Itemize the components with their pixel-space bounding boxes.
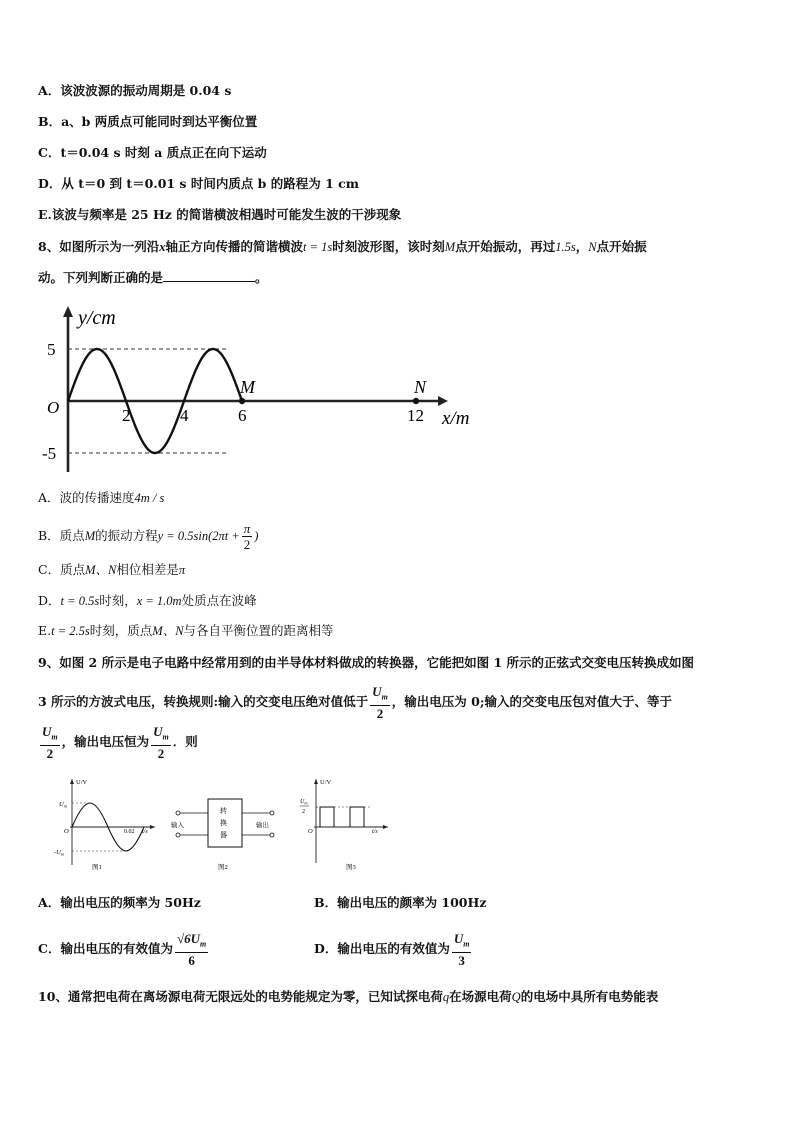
q8-option-a-value: 4m / s [134, 491, 165, 505]
q8-stem-text: 轴正方向传播的简谐横波 [165, 239, 303, 254]
converter-char: 转 [220, 807, 227, 815]
q8-option-d-position: x = 1.0m [136, 594, 182, 608]
x-tick-label: 12 [407, 406, 424, 425]
q10-stem [38, 988, 658, 1006]
y-tick-neg5: -5 [42, 444, 57, 463]
fig2-caption: 图2 [218, 864, 228, 871]
y-axis-label: y/cm [78, 307, 116, 329]
q9-option-c-fraction [175, 931, 208, 968]
x-tick-label: 2 [122, 406, 131, 425]
fraction-numerator: U [372, 684, 382, 700]
figure-1-sine-input [54, 779, 155, 871]
fraction-subscript: m [463, 939, 470, 949]
q7-option-b: B．a、b 两质点可能同时到达平衡位置 [38, 114, 258, 129]
q8-stem-text: 点开始振 [596, 239, 647, 254]
q10-stem-text: 10、通常把电荷在离场源电荷无限远处的电势能规定为零，已知试探电荷 [38, 989, 443, 1004]
y-tick-5: 5 [47, 340, 56, 359]
q9-stem-text: 3 所示的方波式电压，转换规则:输入的交变电压绝对值低于 [38, 694, 369, 709]
q7-option-a: A．该波波源的振动周期是 0.04 s [38, 83, 232, 98]
point-m [239, 398, 245, 404]
fraction-denominator: 2 [46, 745, 54, 761]
q8-option-d-text: 时刻， [99, 593, 137, 608]
q8-option-b-text: B．质点 [38, 528, 85, 543]
q9-option-a: A．输出电压的频率为 50Hz [38, 895, 201, 910]
q9-option-d-fraction [452, 931, 472, 968]
q8-stem-m: M [444, 240, 456, 254]
q8-stem-var-x: x [159, 240, 166, 254]
point-label-n: N [414, 377, 427, 397]
x-axis-label: x/m [442, 408, 470, 429]
fig1-tick: 0.02 [124, 829, 135, 835]
fraction-denominator: 2 [243, 537, 251, 552]
q8-stem-text: 点开始振动，再过 [455, 239, 556, 254]
q8-stem-text: 8、如图所示为一列沿 [38, 239, 160, 254]
fraction-denominator: 2 [376, 705, 384, 721]
q8-option-e-mn: M、N [152, 624, 184, 638]
q8-option-e-text: E. [38, 623, 52, 638]
fig1-caption: 图1 [92, 864, 102, 871]
fig3-caption: 图3 [346, 864, 356, 871]
fraction-denominator: 6 [188, 952, 195, 968]
q8-option-e-text: 与各自平衡位置的距离相等 [183, 623, 334, 638]
wave-axes [42, 306, 469, 472]
q10-stem-text: 的电场中具所有电势能表 [520, 989, 659, 1004]
q8-wave-graph [40, 300, 480, 480]
q8-option-b [38, 519, 258, 553]
q9-threshold-fraction [40, 724, 60, 761]
fig3-level-num: $U_m$ [300, 799, 308, 806]
figure-3-square-output [300, 779, 388, 871]
q8-stem-text: ， [575, 239, 589, 254]
x-tick-label: 6 [238, 406, 247, 425]
q8-option-c-text: 相位相差是 [116, 562, 179, 577]
q8-stem-time2: 1.5s [555, 240, 576, 254]
fig1-axis-label: U/V [76, 779, 88, 786]
fig3-axis-label: U/V [320, 779, 332, 786]
q8-option-c-mn: M、N [85, 563, 117, 577]
fig3-x-unit: t/s [372, 829, 378, 835]
q9-stem-text: ，输出电压恒为 [61, 734, 150, 749]
converter-char: 换 [220, 819, 227, 827]
q9-figures [50, 775, 390, 875]
q9-option-b: B．输出电压的颜率为 100Hz [314, 895, 487, 910]
q10-var-q: q [442, 990, 450, 1004]
fraction-subscript: m [51, 732, 58, 742]
converter-output-label: 输出 [256, 822, 269, 829]
q8-stem-line2 [38, 269, 268, 287]
q9-stem-line1: 9、如图 2 所示是电子电路中经常用到的由半导体材料做成的转换器，它能把如图 1 所示的正弦式交变电压转换成如图 [38, 655, 695, 670]
q8-stem-line1 [38, 238, 647, 256]
fraction-subscript: m [162, 732, 169, 742]
q8-option-c-pi: π [178, 563, 186, 577]
figure-2-converter [171, 799, 274, 871]
q8-stem-text: 动。下列判断正确的是 [38, 270, 164, 285]
q8-option-e [38, 622, 334, 640]
q8-option-b-equation: y = 0.5sin(2πt + [157, 529, 240, 543]
fig1-origin: O [64, 828, 69, 835]
q8-option-b-m: M [84, 529, 96, 543]
q8-option-e-time: t = 2.5s [51, 624, 90, 638]
q8-option-d-text: 处质点在波峰 [181, 593, 257, 608]
q9-option-d-text: D．输出电压的有效值为 [314, 941, 450, 956]
q8-stem-text: 时刻波形图，该时刻 [332, 239, 445, 254]
q10-var-Q: Q [511, 990, 521, 1004]
q8-option-c [38, 561, 185, 579]
q9-option-c [38, 930, 210, 968]
q7-option-d: D．从 t＝0 到 t＝0.01 s 时间内质点 b 的路程为 1 cm [38, 176, 360, 191]
q9-option-c-text: C．输出电压的有效值为 [38, 941, 173, 956]
fig1-top-label: $U_m$ [59, 801, 67, 809]
q9-option-d [314, 930, 473, 968]
q8-stem-time: t = 1s [302, 240, 333, 254]
q10-stem-text: 在场源电荷 [449, 989, 512, 1004]
q8-stem-n: N [588, 240, 597, 254]
q9-threshold-fraction [370, 684, 390, 721]
fig1-bottom-label: $-U_m$ [54, 849, 65, 857]
x-axis-arrow [438, 396, 448, 406]
q8-option-d-text: D． [38, 593, 61, 608]
point-n [413, 398, 419, 404]
fraction-denominator: 2 [157, 745, 165, 761]
origin-label: O [47, 398, 60, 417]
fraction-numerator: π [243, 521, 251, 536]
q8-option-d-time: t = 0.5s [60, 594, 100, 608]
fraction-subscript: m [381, 692, 388, 702]
converter-input-label: 输入 [171, 822, 184, 829]
converter-char: 器 [220, 831, 227, 839]
q8-option-c-text: C．质点 [38, 562, 86, 577]
point-label-m: M [240, 377, 255, 397]
square-wave [320, 807, 364, 827]
q8-option-b-close: ) [254, 529, 259, 543]
fig1-x-unit: t/s [142, 829, 148, 835]
q8-option-a [38, 489, 164, 507]
q9-stem-text: ，输出电压为 0;输入的交变电压包对值大于、等于 [391, 694, 672, 709]
y-axis-arrow [63, 306, 73, 317]
fraction-numerator: U [42, 724, 52, 740]
q9-stem-line2 [38, 684, 672, 721]
fraction-numerator: U [153, 724, 163, 740]
q9-stem-text: ．则 [172, 734, 198, 749]
fig3-level-den: 2 [302, 809, 305, 815]
q8-option-b-fraction [242, 521, 253, 552]
q8-option-d [38, 592, 257, 610]
q8-option-b-text: 的振动方程 [95, 528, 158, 543]
q7-option-c: C．t＝0.04 s 时刻 a 质点正在向下运动 [38, 145, 267, 160]
q8-option-e-text: 时刻，质点 [89, 623, 153, 638]
fraction-subscript: m [199, 939, 207, 949]
x-tick-label: 4 [180, 406, 189, 425]
q8-option-a-text: A．波的传播速度 [38, 490, 135, 505]
fraction-numerator: √6U [176, 931, 200, 947]
fraction-denominator: 3 [458, 952, 465, 968]
q9-stem-line3 [38, 724, 198, 761]
q9-output-fraction [151, 724, 171, 761]
answer-blank [163, 269, 255, 282]
fraction-numerator: U [453, 931, 464, 947]
q8-stem-text: 。 [255, 270, 268, 285]
q7-option-e: E.该波与频率是 25 Hz 的简谐横波相遇时可能发生波的干涉现象 [38, 207, 402, 222]
fig3-origin: O [308, 828, 313, 835]
